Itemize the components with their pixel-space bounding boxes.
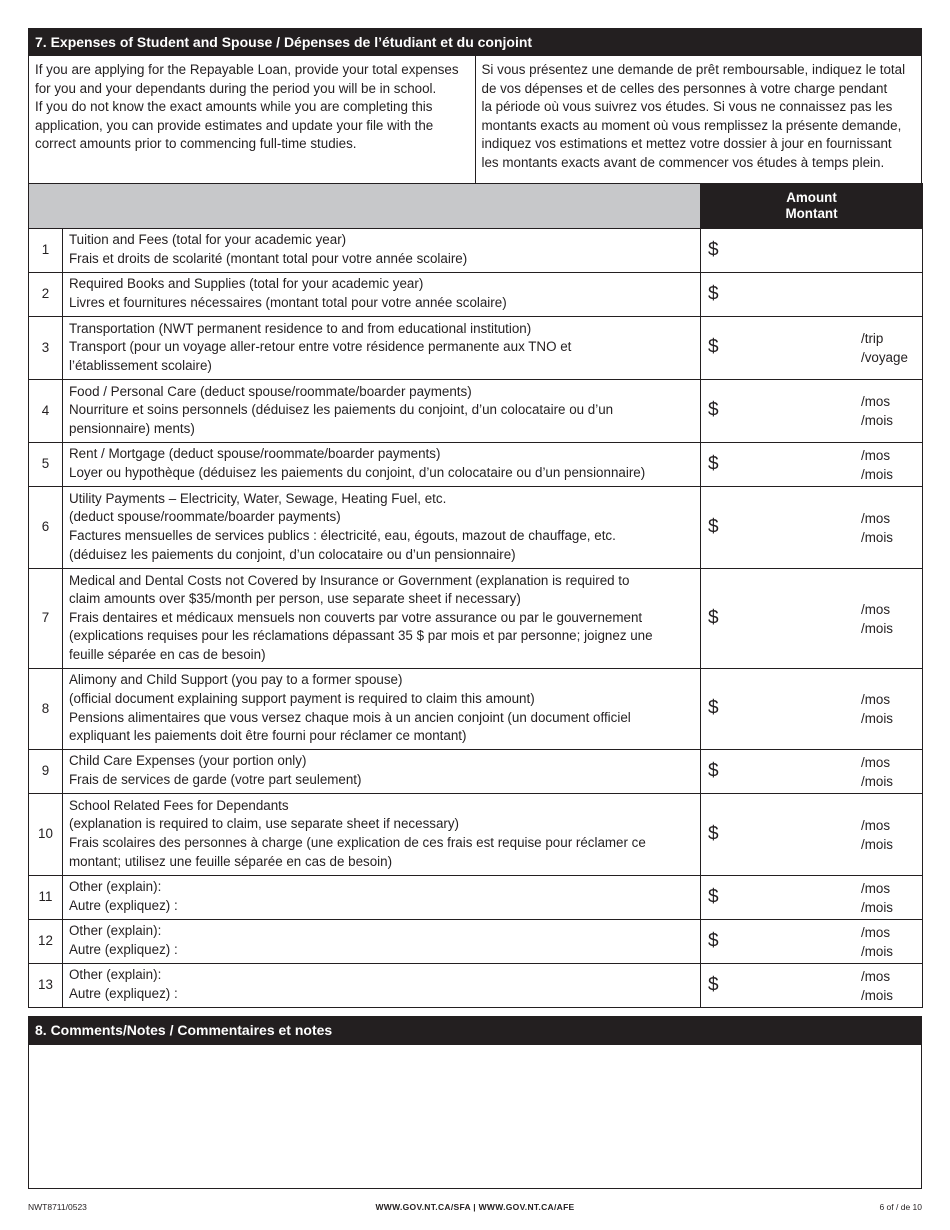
description-line: Other (explain): [69, 967, 162, 983]
amount-input[interactable] [701, 443, 923, 487]
description-line: (déduisez les paiements du conjoint, d’un colocataire ou d’un pensionnaire) [69, 546, 516, 562]
amount-unit [861, 329, 908, 367]
row-description [63, 443, 701, 487]
description-line: Alimony and Child Support (you pay to a former spouse) [69, 672, 403, 688]
description-line: (official document explaining support payment is required to claim this amount) [69, 690, 535, 706]
instructions-en-line: application, you can provide estimates and update your file with the [35, 117, 434, 133]
table-row [29, 317, 923, 380]
amount-input[interactable] [701, 380, 923, 443]
instructions-en-line: If you are applying for the Repayable Loan, provide your total expenses [35, 62, 459, 77]
description-line: Required Books and Supplies (total for your academic year) [69, 276, 424, 292]
row-description [63, 273, 701, 317]
description-line: School Related Fees for Dependants [69, 797, 289, 813]
row-description [63, 229, 701, 273]
description-line: Other (explain): [69, 879, 162, 895]
instructions-fr-line: indiquez vos estimations et mettez votre dossier à jour en fournissant [481, 136, 892, 152]
description-line: Frais et droits de scolarité (montant total pour votre année scolaire) [69, 251, 468, 266]
instructions-fr-line: la période où vous suivrez vos études. Si vous ne connaissez pas les [481, 99, 893, 115]
amount-input[interactable] [701, 317, 923, 380]
row-description [63, 380, 701, 443]
instructions-french [476, 56, 922, 183]
description-line: Rent / Mortgage (deduct spouse/roommate/boarder payments) [69, 446, 441, 462]
description-line: claim amounts over $35/month per person, use separate sheet if necessary) [69, 591, 521, 607]
amount-input[interactable] [701, 964, 923, 1008]
table-row [29, 794, 923, 876]
table-row [29, 920, 923, 964]
description-line: Transport (pour un voyage aller-retour entre votre résidence permanente aux TNO et [69, 339, 572, 355]
unit-en: /mos [861, 754, 891, 770]
amount-unit [861, 690, 893, 728]
row-number: 3 [29, 317, 63, 380]
unit-en: /mos [861, 510, 891, 526]
section-8-header [28, 1016, 922, 1045]
instructions-en-line: correct amounts prior to commencing full-time studies. [35, 136, 357, 152]
dollar-sign: $ [708, 760, 719, 782]
description-line: Tuition and Fees (total for your academic year) [69, 232, 347, 248]
description-line: Nourriture et soins personnels (déduisez les paiements du conjoint, d’un colocataire ou d’un [69, 402, 614, 418]
section-8-title: 8. Comments/Notes / Commentaires et notes [35, 1022, 333, 1039]
unit-en: /mos [861, 880, 891, 896]
table-header-blank [29, 184, 701, 229]
dollar-sign: $ [708, 697, 719, 719]
row-number: 5 [29, 443, 63, 487]
description-line: Medical and Dental Costs not Covered by Insurance or Government (explanation is required to [69, 572, 630, 588]
row-number: 7 [29, 569, 63, 669]
amount-input[interactable] [701, 569, 923, 669]
row-description [63, 487, 701, 569]
table-row [29, 669, 923, 750]
description-line: Loyer ou hypothèque (déduisez les paiements du conjoint, d’un colocataire ou d’un pensionnaire) [69, 465, 646, 480]
row-description [63, 876, 701, 920]
description-line: Frais scolaires des personnes à charge (une explication de ces frais est requise pour réclamer ce [69, 835, 646, 850]
unit-fr: /mois [861, 987, 893, 1003]
description-line: Factures mensuelles de services publics : électricité, eau, égouts, mazout de chauffage, etc. [69, 528, 616, 543]
dollar-sign: $ [708, 453, 719, 475]
unit-en: /mos [861, 692, 891, 707]
amount-unit [861, 923, 893, 961]
row-number: 8 [29, 669, 63, 750]
unit-fr: /mois [861, 836, 893, 852]
amount-column-header [701, 184, 923, 229]
instructions-fr-line: les montants exacts avant de commencer vos études à temps plein. [481, 154, 885, 170]
description-line: (explications requises pour les réclamations dépassant 35 $ par mois et par personne; joignez une [69, 628, 653, 644]
description-line: (explanation is required to claim, use separate sheet if necessary) [69, 816, 460, 832]
row-number: 2 [29, 273, 63, 317]
dollar-sign: $ [708, 607, 719, 629]
amount-unit [861, 509, 893, 547]
unit-en: /trip [861, 331, 884, 346]
row-number: 6 [29, 487, 63, 569]
dollar-sign: $ [708, 283, 719, 305]
amount-unit [861, 392, 893, 430]
dollar-sign: $ [708, 823, 719, 845]
table-row [29, 380, 923, 443]
table-row [29, 487, 923, 569]
amount-input[interactable] [701, 229, 923, 273]
amount-input[interactable] [701, 669, 923, 750]
amount-unit [861, 879, 893, 917]
amount-input[interactable] [701, 794, 923, 876]
table-row [29, 273, 923, 317]
dollar-sign: $ [708, 886, 719, 908]
amount-header-fr: Montant [785, 206, 838, 221]
unit-en: /mos [861, 924, 891, 940]
amount-input[interactable] [701, 487, 923, 569]
dollar-sign: $ [708, 930, 719, 952]
description-line: Autre (expliquez) : [69, 986, 178, 1001]
row-number: 9 [29, 750, 63, 794]
row-description [63, 569, 701, 669]
amount-unit [861, 446, 893, 484]
row-number: 13 [29, 964, 63, 1008]
page-number: 6 of / de 10 [879, 1202, 922, 1212]
unit-fr: /mois [861, 466, 893, 482]
description-line: montant; utilisez une feuille séparée en cas de besoin) [69, 853, 393, 869]
description-line: Frais de services de garde (votre part seulement) [69, 772, 362, 787]
description-line: expliquant les paiements doit être fourni pour réclamer ce montant) [69, 728, 467, 744]
description-line: Frais dentaires et médicaux mensuels non couverts par votre assurance ou par le gouvernement [69, 609, 643, 625]
unit-fr: /mois [861, 773, 893, 789]
row-number: 10 [29, 794, 63, 876]
row-description [63, 669, 701, 750]
instructions-fr-line: montants exacts au moment où vous remplissez la présente demande, [481, 117, 902, 133]
description-line: (deduct spouse/roommate/boarder payments) [69, 509, 341, 525]
unit-fr: /mois [861, 529, 893, 545]
unit-en: /mos [861, 394, 891, 409]
description-line: Food / Personal Care (deduct spouse/roommate/boarder payments) [69, 383, 472, 399]
row-number: 12 [29, 920, 63, 964]
unit-fr: /mois [861, 620, 893, 636]
table-row [29, 229, 923, 273]
unit-en: /mos [861, 447, 891, 463]
description-line: Livres et fournitures nécessaires (montant total pour votre année scolaire) [69, 295, 507, 310]
section-7-title: 7. Expenses of Student and Spouse / Dépenses de l’étudiant et du conjoint [35, 33, 533, 50]
expenses-table [28, 183, 923, 1008]
description-line: Autre (expliquez) : [69, 942, 178, 957]
unit-fr: /voyage [861, 350, 908, 365]
unit-fr: /mois [861, 899, 893, 915]
dollar-sign: $ [708, 336, 719, 358]
description-line: Transportation (NWT permanent residence to and from educational institution) [69, 320, 532, 336]
description-line: Utility Payments – Electricity, Water, Sewage, Heating Fuel, etc. [69, 490, 447, 506]
description-line: pensionnaire) ments) [69, 420, 195, 436]
footer-urls: WWW.GOV.NT.CA/SFA | WWW.GOV.NT.CA/AFE [375, 1202, 575, 1212]
instructions-fr-line: de vos dépenses et de celles des personnes à votre charge pendant [481, 80, 888, 96]
unit-en: /mos [861, 968, 891, 984]
description-line: Child Care Expenses (your portion only) [69, 753, 307, 769]
unit-fr: /mois [861, 943, 893, 959]
dollar-sign: $ [708, 974, 719, 996]
amount-input[interactable] [701, 920, 923, 964]
row-description [63, 750, 701, 794]
table-row [29, 964, 923, 1008]
description-line: feuille séparée en cas de besoin) [69, 646, 266, 662]
instructions-english [29, 56, 476, 183]
row-description [63, 317, 701, 380]
dollar-sign: $ [708, 239, 719, 261]
amount-header-en: Amount [786, 190, 837, 205]
description-line: Other (explain): [69, 923, 162, 939]
page-footer [28, 1198, 922, 1212]
instructions-en-line: If you do not know the exact amounts while you are completing this [35, 99, 433, 115]
unit-en: /mos [861, 817, 891, 833]
instructions-fr-line: Si vous présentez une demande de prêt remboursable, indiquez le total [481, 62, 906, 77]
amount-unit [861, 753, 893, 791]
amount-input[interactable] [701, 750, 923, 794]
dollar-sign: $ [708, 399, 719, 421]
description-line: Autre (expliquez) : [69, 898, 178, 913]
row-number: 4 [29, 380, 63, 443]
amount-unit [861, 816, 893, 854]
unit-fr: /mois [861, 413, 893, 428]
section-7-header [28, 28, 922, 56]
table-row [29, 876, 923, 920]
comments-textarea[interactable] [28, 1045, 922, 1189]
description-line: Pensions alimentaires que vous versez chaque mois à un ancien conjoint (un document officiel [69, 709, 631, 725]
unit-fr: /mois [861, 711, 893, 726]
amount-input[interactable] [701, 273, 923, 317]
form-code: NWT8711/0523 [28, 1202, 87, 1212]
row-description [63, 920, 701, 964]
table-row [29, 569, 923, 669]
row-description [63, 964, 701, 1008]
table-row [29, 750, 923, 794]
unit-en: /mos [861, 601, 891, 617]
amount-input[interactable] [701, 876, 923, 920]
instructions-en-line: for you and your dependants during the period you will be in school. [35, 80, 437, 96]
amount-unit [861, 600, 893, 638]
table-row [29, 443, 923, 487]
row-number: 11 [29, 876, 63, 920]
amount-unit [861, 967, 893, 1005]
dollar-sign: $ [708, 516, 719, 538]
description-line: l’établissement scolaire) [69, 357, 212, 373]
row-description [63, 794, 701, 876]
section-7-instructions [28, 56, 922, 184]
row-number: 1 [29, 229, 63, 273]
